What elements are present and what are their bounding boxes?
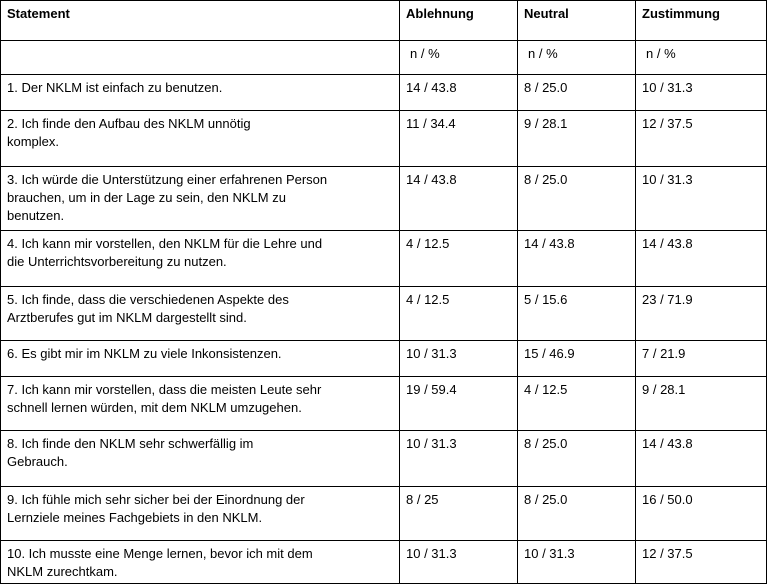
ablehnung-cell: 19 / 59.4 — [400, 377, 518, 431]
subheader-row — [1, 41, 767, 75]
statement-cell: 6. Es gibt mir im NKLM zu viele Inkonsistenzen. — [1, 341, 400, 377]
zustimmung-cell: 10 / 31.3 — [636, 167, 767, 231]
ablehnung-cell: 4 / 12.5 — [400, 231, 518, 287]
ablehnung-cell: 14 / 43.8 — [400, 75, 518, 111]
zustimmung-cell: 23 / 71.9 — [636, 287, 767, 341]
subheader-neutral: n / % — [518, 41, 636, 75]
header-zustimmung: Zustimmung — [636, 1, 767, 41]
ablehnung-cell: 10 / 31.3 — [400, 541, 518, 584]
neutral-cell: 14 / 43.8 — [518, 231, 636, 287]
neutral-cell: 10 / 31.3 — [518, 541, 636, 584]
header-ablehnung: Ablehnung — [400, 1, 518, 41]
statement-cell: 8. Ich finde den NKLM sehr schwerfällig im Gebrauch. — [1, 431, 400, 487]
statement-cell: 4. Ich kann mir vorstellen, den NKLM für die Lehre und die Unterrichtsvorbereitung zu nutzen. — [1, 231, 400, 287]
table-row — [1, 167, 767, 231]
zustimmung-cell: 9 / 28.1 — [636, 377, 767, 431]
neutral-cell: 15 / 46.9 — [518, 341, 636, 377]
table-row — [1, 75, 767, 111]
statement-cell: 2. Ich finde den Aufbau des NKLM unnötig komplex. — [1, 111, 400, 167]
zustimmung-cell: 14 / 43.8 — [636, 231, 767, 287]
statement-cell: 7. Ich kann mir vorstellen, dass die meisten Leute sehr schnell lernen würden, mit dem NKLM umzugehen. — [1, 377, 400, 431]
neutral-cell: 8 / 25.0 — [518, 431, 636, 487]
neutral-cell: 5 / 15.6 — [518, 287, 636, 341]
header-statement: Statement — [1, 1, 400, 41]
ablehnung-cell: 14 / 43.8 — [400, 167, 518, 231]
subheader-ablehnung: n / % — [400, 41, 518, 75]
header-row — [1, 1, 767, 41]
statement-cell: 3. Ich würde die Unterstützung einer erfahrenen Person brauchen, um in der Lage zu sein, den NKLM zu benutzen. — [1, 167, 400, 231]
ablehnung-cell: 4 / 12.5 — [400, 287, 518, 341]
neutral-cell: 8 / 25.0 — [518, 75, 636, 111]
table-row — [1, 231, 767, 287]
header-neutral: Neutral — [518, 1, 636, 41]
statement-cell: 1. Der NKLM ist einfach zu benutzen. — [1, 75, 400, 111]
statement-cell: 10. Ich musste eine Menge lernen, bevor ich mit dem NKLM zurechtkam. — [1, 541, 400, 584]
ablehnung-cell: 10 / 31.3 — [400, 341, 518, 377]
table-row — [1, 341, 767, 377]
statement-cell: 9. Ich fühle mich sehr sicher bei der Einordnung der Lernziele meines Fachgebiets in den NKLM. — [1, 487, 400, 541]
zustimmung-cell: 14 / 43.8 — [636, 431, 767, 487]
subheader-zustimmung: n / % — [636, 41, 767, 75]
zustimmung-cell: 7 / 21.9 — [636, 341, 767, 377]
table-row — [1, 487, 767, 541]
ablehnung-cell: 11 / 34.4 — [400, 111, 518, 167]
statement-cell: 5. Ich finde, dass die verschiedenen Aspekte des Arztberufes gut im NKLM dargestellt sind. — [1, 287, 400, 341]
zustimmung-cell: 12 / 37.5 — [636, 541, 767, 584]
neutral-cell: 9 / 28.1 — [518, 111, 636, 167]
table-row — [1, 431, 767, 487]
table-row — [1, 111, 767, 167]
table-row — [1, 377, 767, 431]
subheader-statement — [1, 41, 400, 75]
ablehnung-cell: 8 / 25 — [400, 487, 518, 541]
neutral-cell: 8 / 25.0 — [518, 487, 636, 541]
neutral-cell: 4 / 12.5 — [518, 377, 636, 431]
table-row — [1, 541, 767, 584]
neutral-cell: 8 / 25.0 — [518, 167, 636, 231]
zustimmung-cell: 12 / 37.5 — [636, 111, 767, 167]
ablehnung-cell: 10 / 31.3 — [400, 431, 518, 487]
zustimmung-cell: 10 / 31.3 — [636, 75, 767, 111]
table-row — [1, 287, 767, 341]
zustimmung-cell: 16 / 50.0 — [636, 487, 767, 541]
